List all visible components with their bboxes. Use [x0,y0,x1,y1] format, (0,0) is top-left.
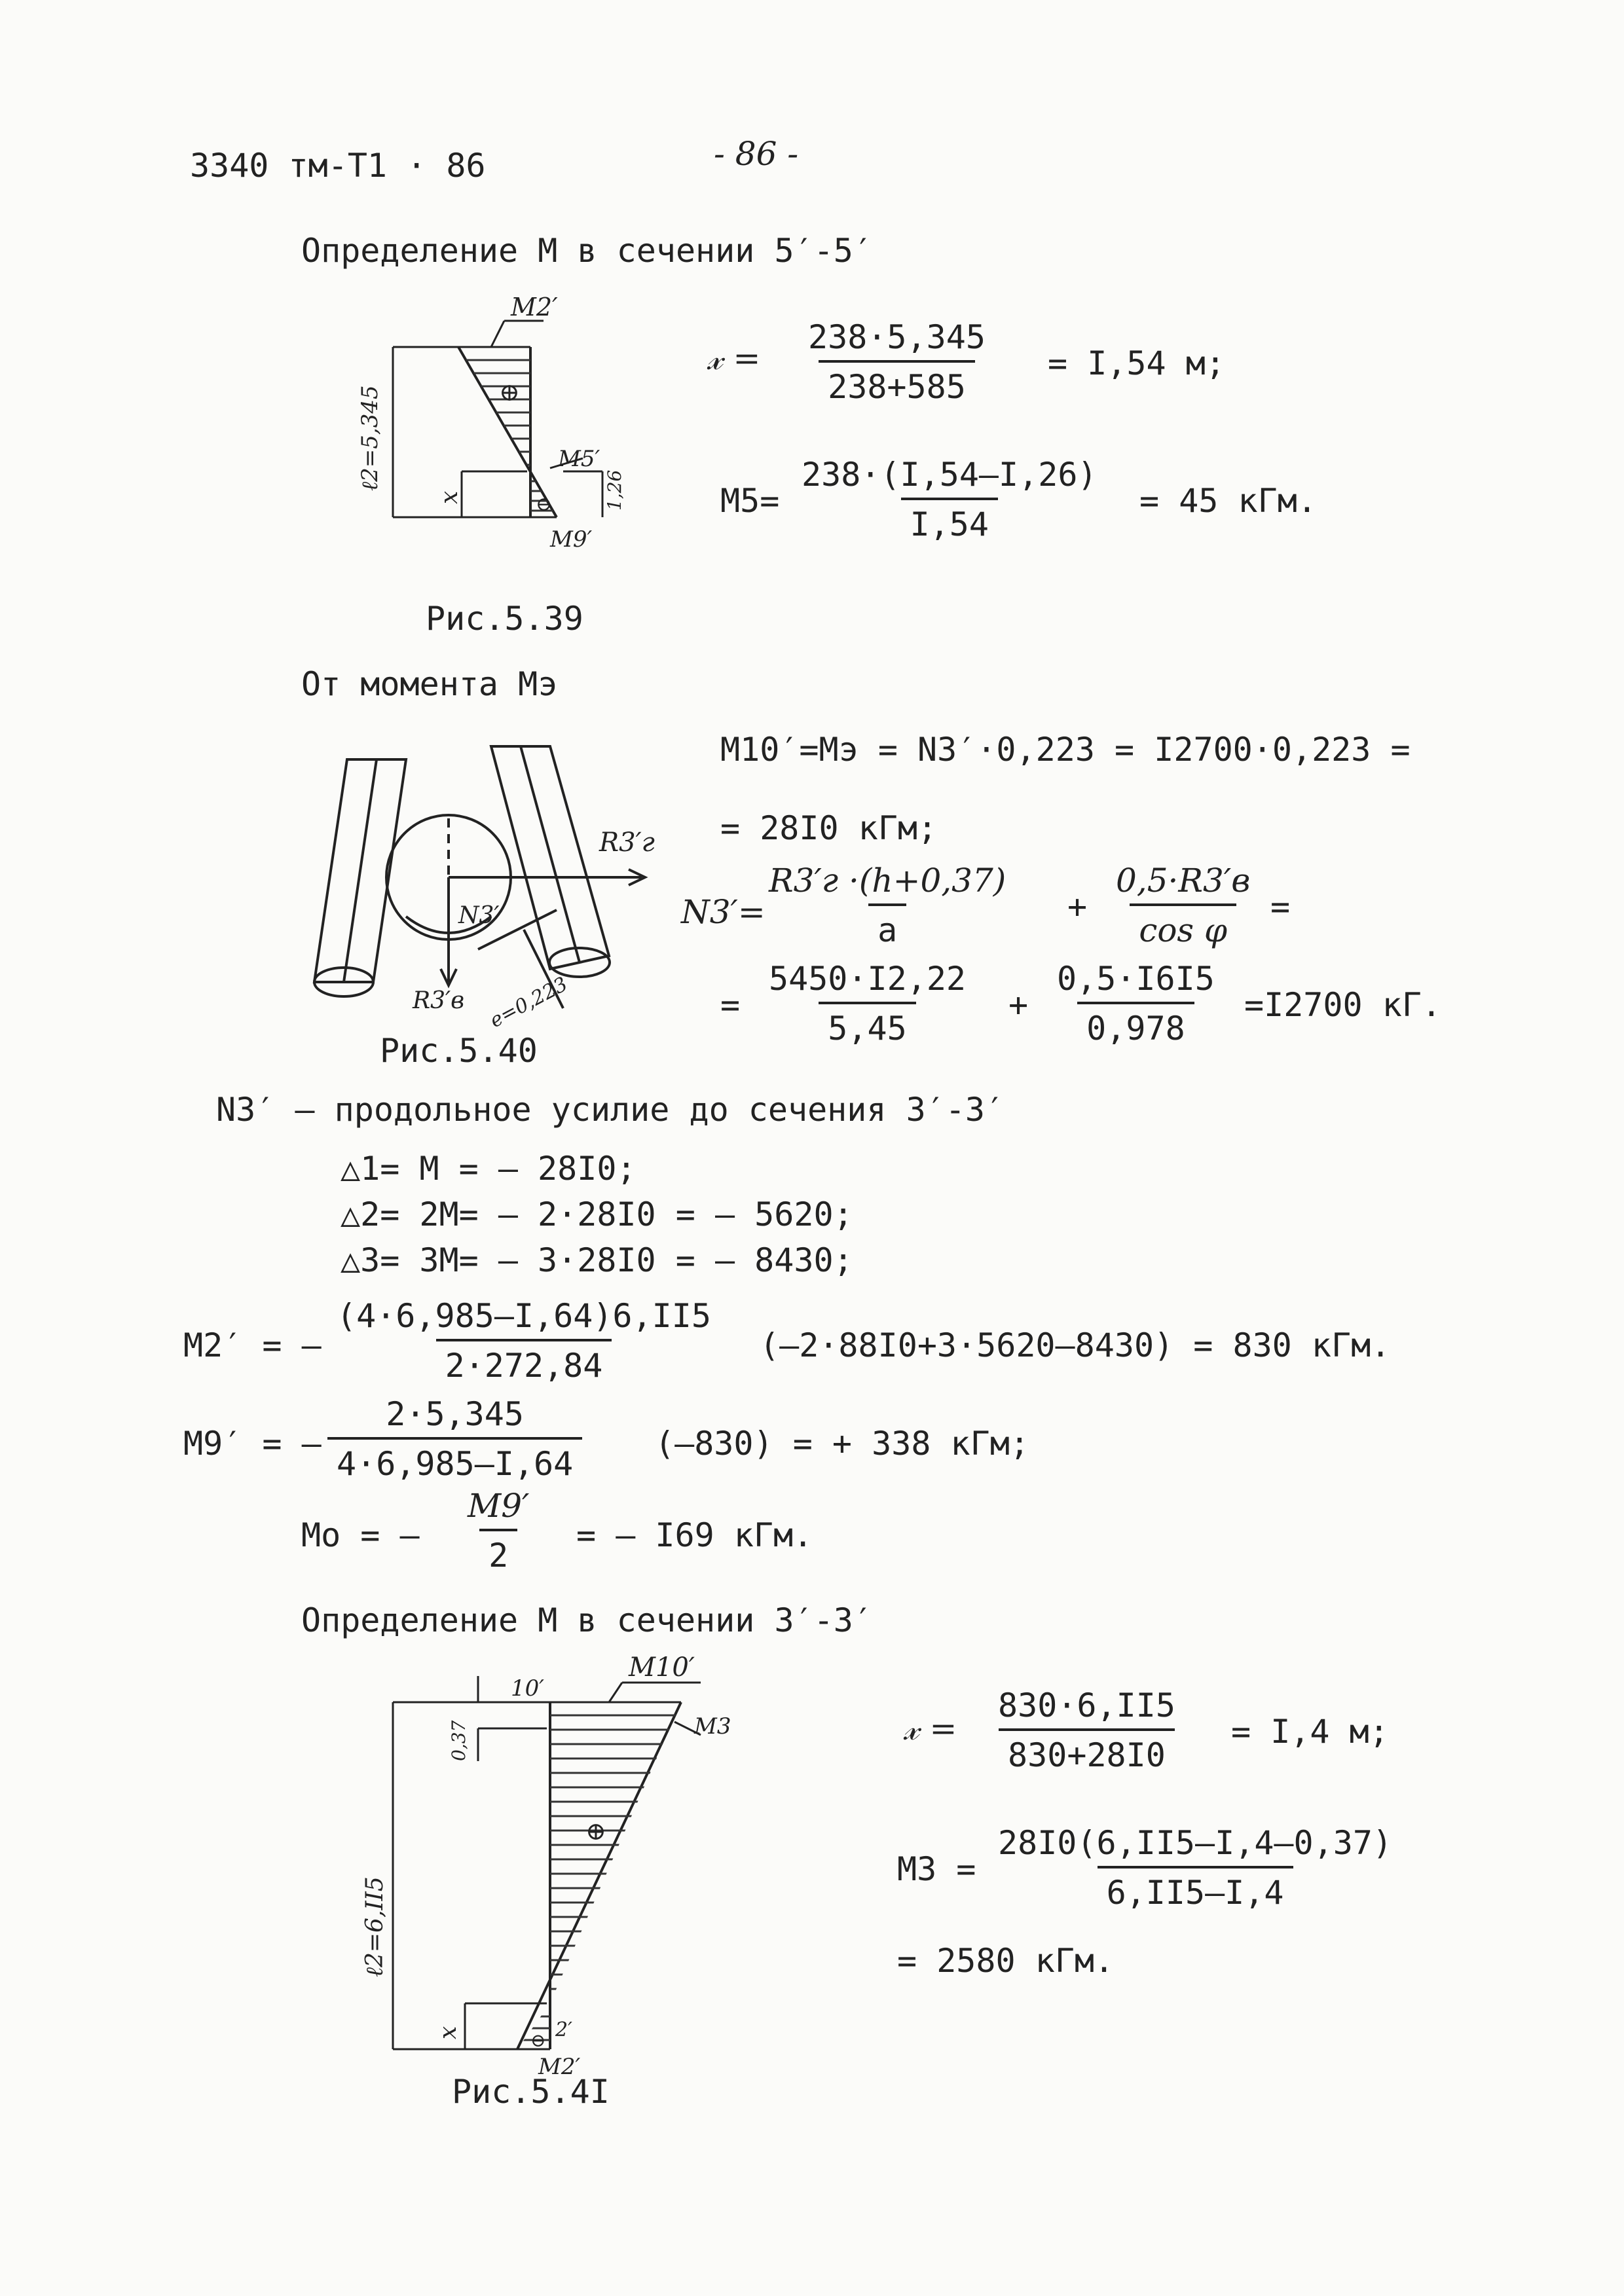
m3-denominator: 6,II5–I,4 [1098,1866,1293,1909]
n3-values-lhs: = [720,986,741,1024]
x-fraction [799,318,995,406]
n3-fraction-1-denominator: a [868,903,906,947]
delta-3: △3= 3M= – 3·28I0 = – 8430; [341,1241,853,1279]
m2-denominator: 2·272,84 [436,1339,612,1382]
n3-equals: = [1270,888,1291,926]
m3-fraction [989,1824,1401,1912]
n3-values-fraction-1 [760,960,975,1048]
delta-1: △1= M = – 28I0; [341,1150,637,1188]
m3-result: = 2580 кГм. [897,1942,1115,1980]
equation-m10-result: = 28I0 кГм; [720,809,938,847]
m3-numerator: 28I0(6,II5–I,4–0,37) [998,1824,1393,1862]
mo-fraction [458,1487,538,1575]
page-number: - 86 - [714,135,799,173]
m9-lhs: M9′ = – [183,1425,322,1463]
n3-values-fraction-1-denominator: 5,45 [819,1002,915,1045]
label-m2: M2′ [511,293,558,321]
figure-5-39-moment-diagram [354,295,642,596]
dimension-l2-41: ℓ2=6,II5 [361,1876,388,1977]
x-denominator: 238+585 [819,360,975,403]
n3-values-fraction-2 [1048,960,1224,1048]
x-lhs-41: 𝓍 = [904,1709,957,1747]
label-m10: M10′ [629,1652,695,1683]
mo-denominator: 2 [479,1529,517,1572]
n3-fraction-2-denominator: cos φ [1130,903,1236,947]
plus-sign-41: ⊕ [585,1817,606,1846]
section-heading-5-5: Определение М в сечении 5′-5′ [301,232,873,270]
m2-numerator: (4·6,985–I,64)6,II5 [337,1297,711,1335]
label-e: e=0,223 [486,972,572,1033]
n3-values-fraction-1-numerator: 5450·I2,22 [769,960,967,998]
m2-lhs: M2′ = – [183,1326,322,1364]
document-code: 3340 тм-Т1 · 86 [190,147,486,185]
label-m2-bottom: M2′ [538,2054,581,2080]
section-heading-me: От момента Мэ [301,665,558,703]
figure-5-39-caption: Рис.5.39 [426,600,583,638]
figure-5-40-joint-sketch [275,720,681,1061]
dimension-0-37: 0,37 [448,1720,470,1761]
label-r3-horizontal: R3′г [599,828,655,858]
n3-fraction-1 [760,864,1015,947]
label-10: 10′ [511,1675,544,1702]
figure-5-40-caption: Рис.5.40 [380,1032,538,1070]
n3-values-plus: + [1008,986,1029,1024]
label-2: 2′ [555,2018,572,2041]
equation-m10: M10′=Мэ = N3′·0,223 = I2700·0,223 = [720,731,1411,769]
m5-fraction [792,458,1107,541]
label-m9: M9′ [550,526,593,553]
n3-values-fraction-2-denominator: 0,978 [1077,1002,1194,1045]
dimension-l2: ℓ2=5,345 [357,385,383,491]
x-numerator-41: 830·6,II5 [998,1686,1175,1724]
label-n3: N3′ [458,902,500,929]
delta-2: △2= 2M= – 2·28I0 = – 5620; [341,1195,853,1233]
label-r3-vertical: R3′в [413,987,465,1014]
dimension-x-41: x [435,2026,462,2039]
n3-fraction-2 [1107,864,1259,947]
x-fraction-41 [989,1686,1185,1774]
figure-5-41-moment-diagram [361,1650,760,2111]
plus-sign: ⊕ [499,378,520,407]
x-result-41: = I,4 м; [1231,1713,1389,1751]
x-denominator-41: 830+28I0 [999,1728,1175,1772]
m5-result: = 45 кГм. [1139,482,1317,520]
mo-numerator: M9′ [468,1487,530,1525]
x-numerator: 238·5,345 [808,318,986,356]
mo-lhs: Mo = – [301,1516,420,1554]
mo-rest: = – I69 кГм. [576,1516,813,1554]
section-heading-3-3: Определение М в сечении 3′-3′ [301,1601,873,1639]
label-m3: M3 [694,1713,731,1740]
m9-rest: (–830) = + 338 кГм; [655,1425,1029,1463]
x-lhs: 𝓍 = [707,339,761,377]
m9-numerator: 2·5,345 [386,1395,524,1433]
n3-description: N3′ – продольное усилие до сечения 3′-3′ [216,1091,1005,1129]
n3-values-fraction-2-numerator: 0,5·I6I5 [1057,960,1215,998]
n3-lhs: N3′= [681,893,766,931]
minus-sign: ⊖ [536,493,553,516]
m5-lhs: M5= [720,482,780,520]
m3-lhs: M3 = [897,1850,976,1888]
dimension-x: x [436,490,463,504]
m2-fraction [327,1297,720,1385]
n3-values-result: =I2700 кГ. [1244,986,1442,1024]
figure-5-41-caption: Рис.5.4I [452,2073,610,2111]
m9-fraction [327,1395,582,1483]
label-m5: M5′ [558,446,600,472]
n3-fraction-2-numerator: 0,5·R3′в [1116,862,1251,900]
x-result: = I,54 м; [1048,344,1225,382]
minus-sign-41: ⊖ [530,2030,546,2051]
m9-denominator: 4·6,985–I,64 [327,1437,582,1480]
m5-denominator: I,54 [901,498,998,541]
n3-fraction-1-numerator: R3′г ·(h+0,37) [769,862,1006,900]
dimension-1-26: 1,26 [604,469,625,511]
m2-rest: (–2·88I0+3·5620–8430) = 830 кГм. [760,1326,1391,1364]
m5-numerator: 238·(I,54–I,26) [802,456,1098,494]
n3-plus: + [1067,888,1088,926]
